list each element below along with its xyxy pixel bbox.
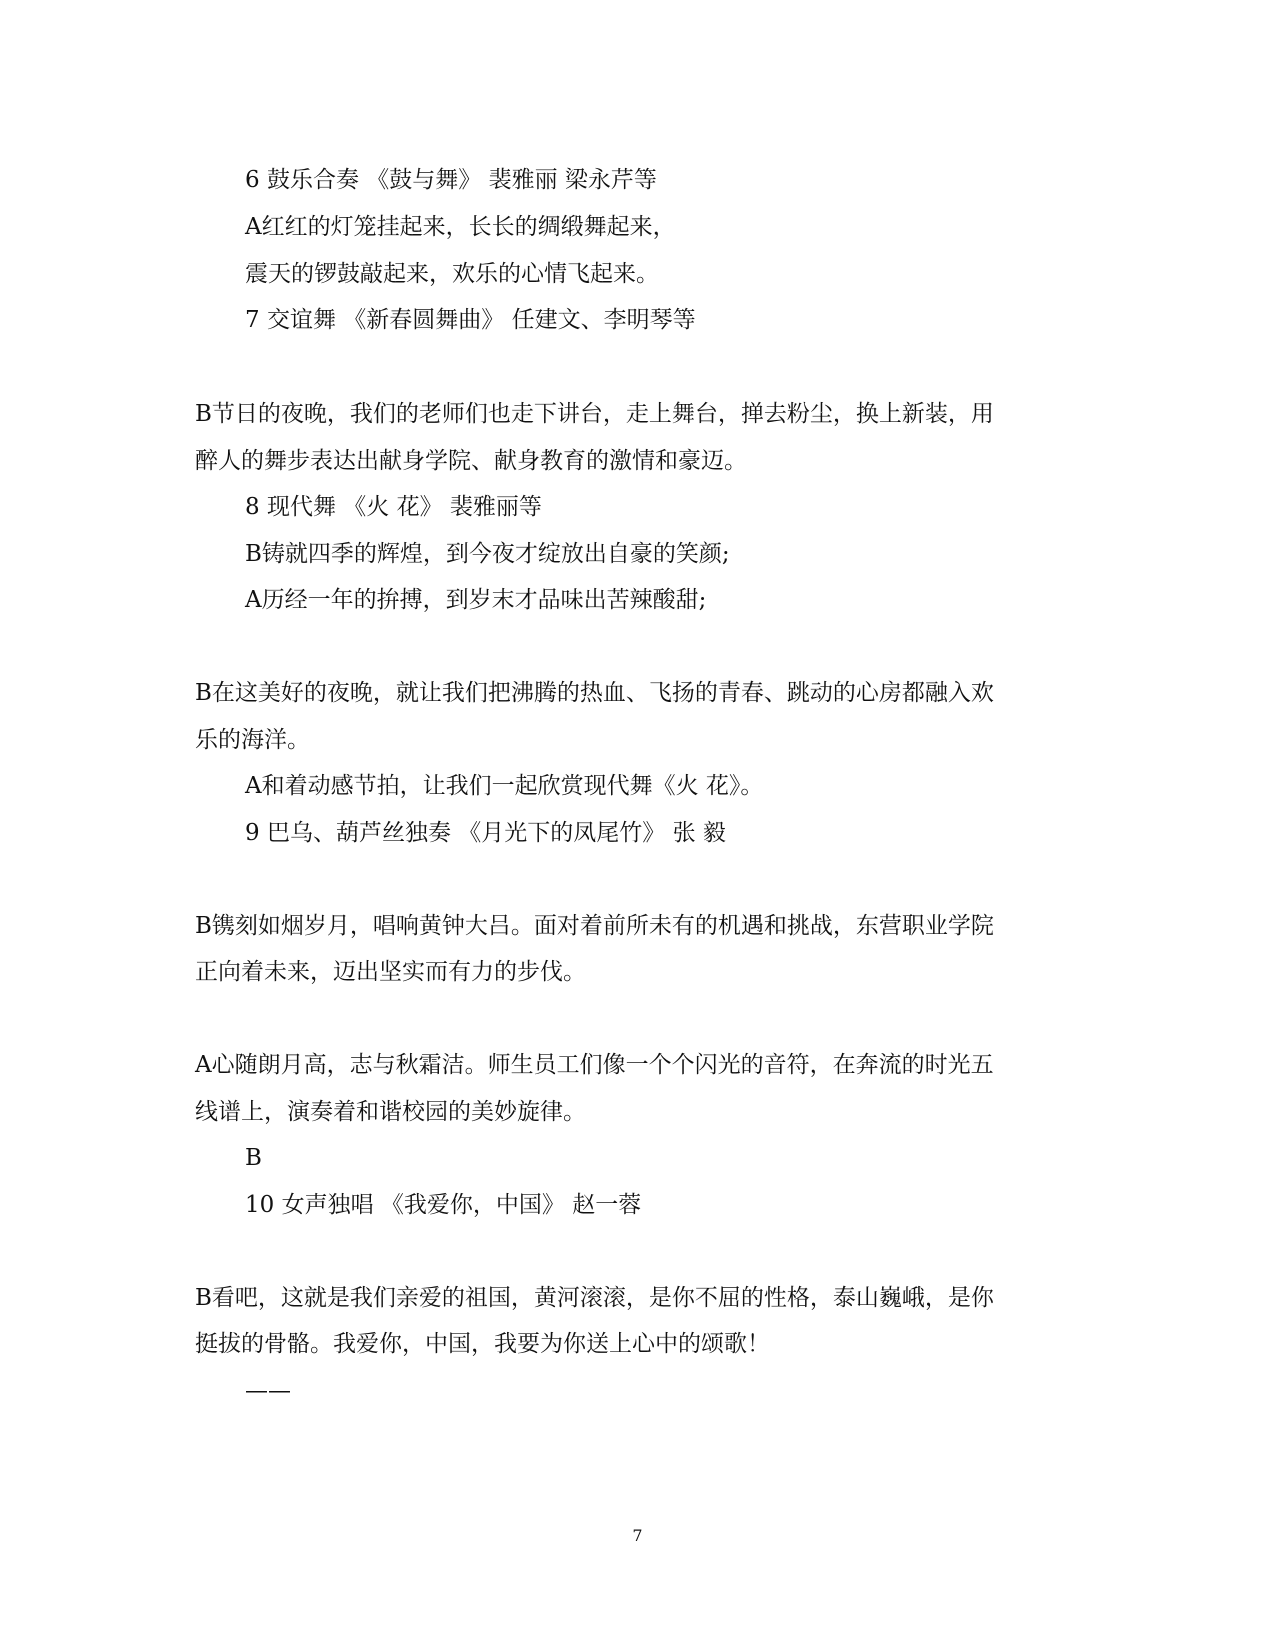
host-line: 线谱上，演奏着和谐校园的美妙旋律。 — [195, 1099, 586, 1125]
host-line: A和着动感节拍，让我们一起欣赏现代舞《火 花》。 — [245, 773, 764, 799]
program-item-7: 7 交谊舞 《新春圆舞曲》 任建文、李明琴等 — [245, 307, 696, 333]
host-line: B看吧，这就是我们亲爱的祖国，黄河滚滚，是你不屈的性格，泰山巍峨，是你 — [195, 1285, 994, 1311]
program-item-8: 8 现代舞 《火 花》 裴雅丽等 — [245, 494, 542, 520]
host-line: 醉人的舞步表达出献身学院、献身教育的激情和豪迈。 — [195, 448, 747, 474]
dash-line: —— — [245, 1378, 291, 1404]
host-line: A心随朗月高，志与秋霜洁。师生员工们像一个个闪光的音符，在奔流的时光五 — [195, 1052, 994, 1078]
host-line: B节日的夜晚，我们的老师们也走下讲台，走上舞台，掸去粉尘，换上新装，用 — [195, 401, 994, 427]
host-line: B铸就四季的辉煌，到今夜才绽放出自豪的笑颜; — [245, 541, 730, 567]
host-line: A红红的灯笼挂起来，长长的绸缎舞起来， — [245, 214, 676, 240]
host-line: 正向着未来，迈出坚实而有力的步伐。 — [195, 959, 586, 985]
host-line: 震天的锣鼓敲起来，欢乐的心情飞起来。 — [245, 261, 659, 287]
program-item-6: 6 鼓乐合奏 《鼓与舞》 裴雅丽 梁永芹等 — [245, 167, 657, 193]
host-line: 乐的海洋。 — [195, 727, 310, 753]
program-item-9: 9 巴乌、葫芦丝独奏 《月光下的凤尾竹》 张 毅 — [245, 820, 726, 846]
host-line: B镌刻如烟岁月，唱响黄钟大吕。面对着前所未有的机遇和挑战，东营职业学院 — [195, 913, 994, 939]
program-item-10: 10 女声独唱 《我爱你，中国》 赵一蓉 — [245, 1192, 642, 1218]
host-line: A历经一年的拚搏，到岁末才品味出苦辣酸甜; — [245, 587, 707, 613]
host-line: B在这美好的夜晚，就让我们把沸腾的热血、飞扬的青春、跳动的心房都融入欢 — [195, 680, 994, 706]
host-line: 挺拔的骨骼。我爱你，中国，我要为你送上心中的颂歌！ — [195, 1331, 770, 1357]
host-line: B — [245, 1145, 262, 1171]
page-number: 7 — [632, 1526, 643, 1545]
